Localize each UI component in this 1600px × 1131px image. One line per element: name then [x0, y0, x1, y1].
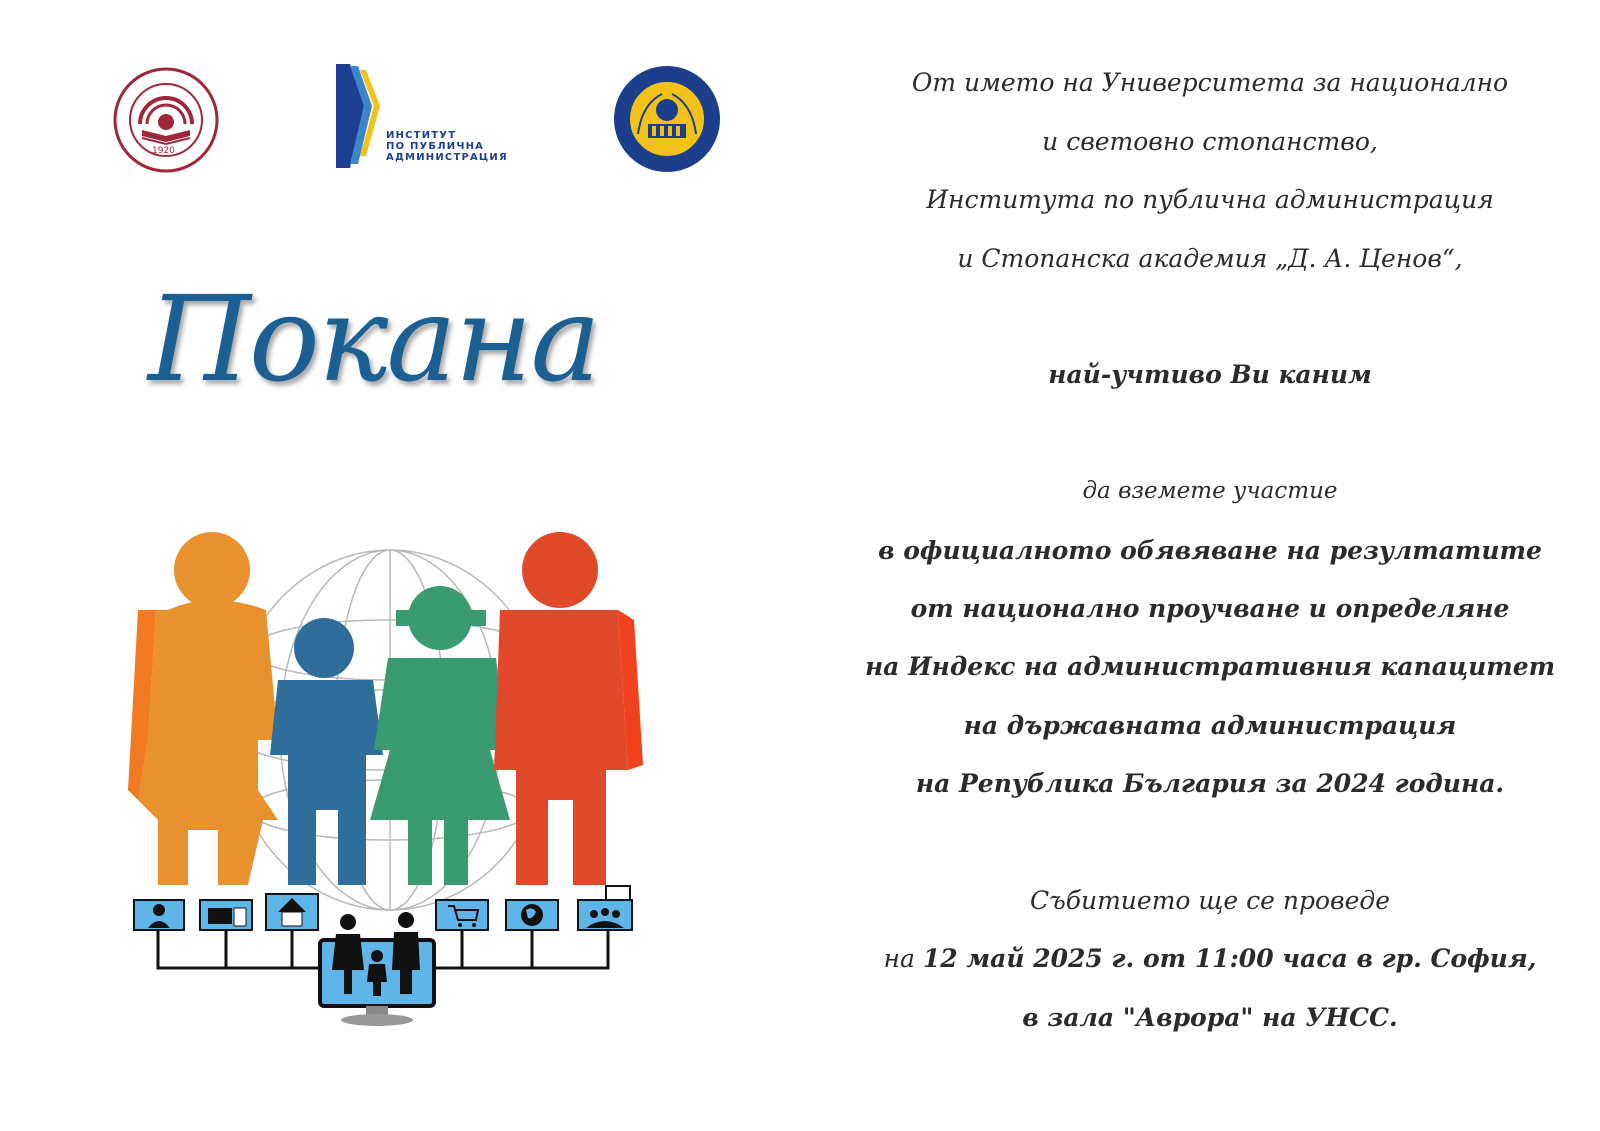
family-illustration: [128, 530, 668, 1050]
participate-line: да вземете участие: [1082, 478, 1338, 504]
family-monitor-icon: [320, 912, 434, 1026]
red-figure: [494, 532, 643, 885]
blue-figure: [270, 618, 383, 885]
tsenov-logo: [612, 64, 722, 174]
event-line-1: в официалното обявяване на резултатите: [878, 536, 1542, 565]
intro-line-1: От името на Университета за национално: [911, 68, 1509, 97]
date-details: 12 май 2025 г. от 11:00 часа в гр. София,: [922, 944, 1537, 973]
intro-line-3: Института по публична администрация: [926, 185, 1494, 214]
date-line: [860, 944, 1560, 973]
unwe-logo: [112, 66, 220, 174]
globe-icon: [506, 900, 558, 930]
unwe-year: 1920: [152, 146, 175, 156]
briefcase-icon: [200, 900, 252, 930]
held-line: Събитието ще се проведе: [1029, 886, 1391, 915]
ipa-line-2: ПО ПУБЛИЧНА: [386, 141, 485, 152]
person-icon: [134, 900, 184, 930]
ipa-logo-text: [386, 130, 508, 163]
cart-icon: [436, 900, 488, 930]
home-icon: [266, 894, 318, 930]
invitation-text: [860, 0, 1560, 1131]
event-line-5: на Република България за 2024 година.: [915, 769, 1505, 798]
date-prefix: на: [883, 944, 915, 973]
intro-line-2: и световно стопанство,: [1042, 127, 1378, 156]
event-line-3: на Индекс на административния капацитет: [864, 652, 1556, 681]
group-icon: [578, 886, 632, 930]
invite-line: най-учтиво Ви каним: [1048, 360, 1372, 389]
venue-line: в зала "Аврора" на УНСС.: [1022, 1003, 1398, 1032]
ipa-logo: [336, 64, 516, 174]
orange-figure: [128, 532, 278, 885]
invitation-title: Покана: [148, 270, 599, 408]
ipa-line-3: АДМИНИСТРАЦИЯ: [386, 152, 508, 163]
event-line-2: от национално проучване и определяне: [910, 594, 1510, 623]
event-line-4: на държавната администрация: [963, 711, 1457, 740]
intro-line-4: и Стопанска академия „Д. А. Ценов“,: [957, 244, 1463, 273]
ipa-line-1: ИНСТИТУТ: [386, 130, 457, 141]
